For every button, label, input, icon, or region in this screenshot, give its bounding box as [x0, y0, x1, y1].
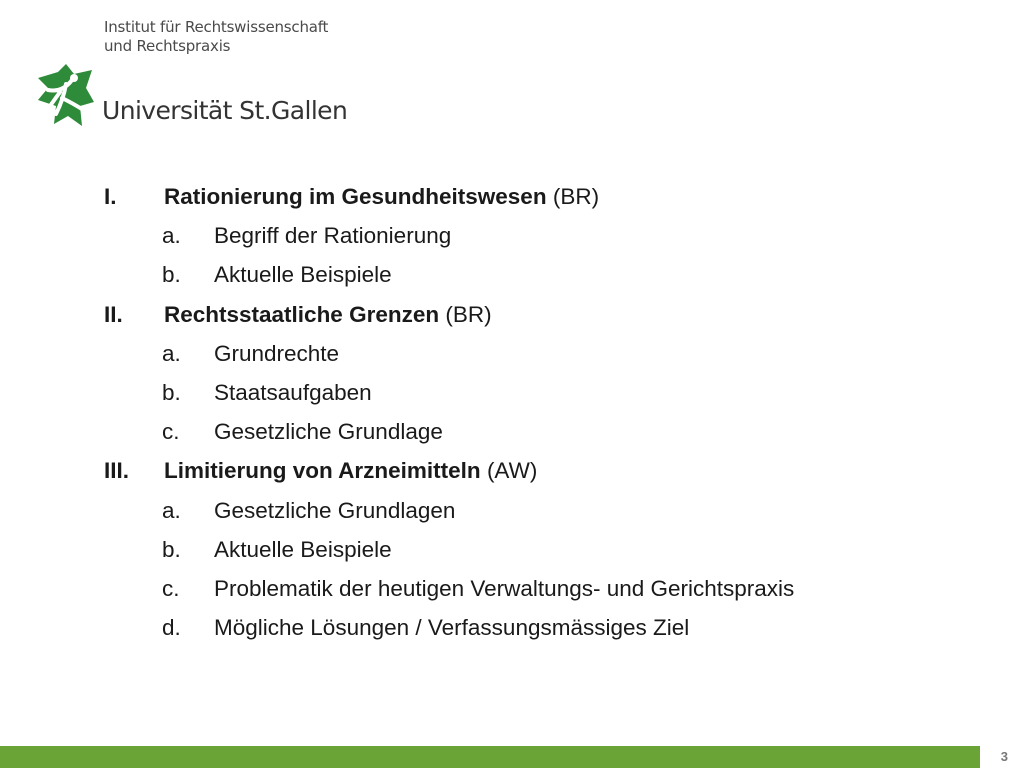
- subsection-letter: a.: [162, 497, 181, 523]
- section-tag: (AW): [480, 458, 538, 484]
- section-number: I.: [104, 184, 117, 209]
- section-title: Rechtsstaatliche Grenzen: [164, 301, 440, 327]
- university-name: Universität St.Gallen: [102, 96, 348, 125]
- section-text: [164, 295, 492, 334]
- subsection-text: Mögliche Lösungen / Verfassungsmässiges Ziel: [214, 615, 690, 641]
- subsection-text: Aktuelle Beispiele: [214, 262, 392, 288]
- section-title: Rationierung im Gesundheitswesen: [164, 184, 547, 209]
- section-number: III.: [104, 458, 130, 484]
- section-tag: (BR): [439, 301, 492, 327]
- hsg-emblem-icon: [36, 62, 96, 128]
- subsection-letter: b.: [162, 379, 181, 405]
- subsection-text: Problematik der heutigen Verwaltungs- und Gerichtspraxis: [214, 575, 795, 601]
- institute-name: [104, 18, 328, 56]
- subsection-text: Gesetzliche Grundlage: [214, 419, 443, 445]
- section-title: Limitierung von Arzneimitteln: [164, 458, 481, 484]
- institute-line-2: und Rechtspraxis: [104, 37, 231, 55]
- subsection-text: Begriff der Rationierung: [214, 223, 452, 249]
- subsection-letter: d.: [162, 615, 181, 641]
- subsection-text: Aktuelle Beispiele: [214, 536, 392, 562]
- subsection-letter: a.: [162, 223, 181, 249]
- subsection-letter: c.: [162, 575, 180, 601]
- institute-line-1: Institut für Rechtswissenschaft: [104, 18, 329, 36]
- subsection-text: Gesetzliche Grundlagen: [214, 497, 456, 523]
- university-logo: [30, 14, 348, 134]
- subsection-letter: a.: [162, 340, 181, 366]
- page-number: 3: [1000, 749, 1008, 764]
- subsection-letter: c.: [162, 419, 180, 445]
- subsection-text: Grundrechte: [214, 340, 340, 366]
- footer-bar: [0, 746, 980, 768]
- subsection-letter: b.: [162, 262, 181, 288]
- subsection-letter: b.: [162, 536, 181, 562]
- section-number: II.: [104, 301, 123, 327]
- section-text: [164, 451, 537, 490]
- section-text: [164, 177, 599, 216]
- subsection-text: Staatsaufgaben: [214, 379, 372, 405]
- section-tag: (BR): [546, 184, 600, 209]
